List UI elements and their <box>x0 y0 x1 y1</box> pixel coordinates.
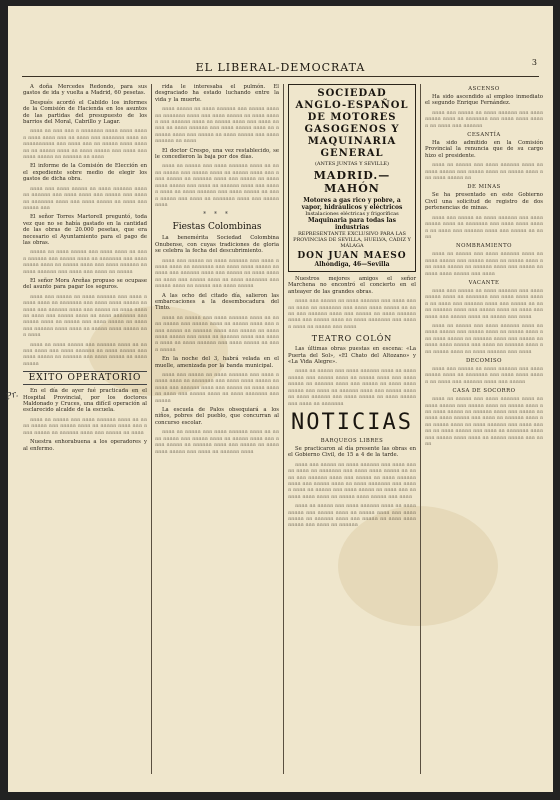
text-filler: aaaaa aa aaaa aaaaa aaa aaaa aaaa aa aaaa aaaaaa aaa aaaaa aaaa aa aaaaaaa aaa aaaa aaaaa aaaa aa aaaaa aaaa aaa aaaa aaaaaa aa aaaa aaaaaa aaa aaaa aaa aaaa aa aaaaa <box>23 249 147 275</box>
article-paragraph: Nuestros mejores amigos el señor Marchena no encontró el concierto en el anteayer de las grandes obras. <box>288 276 416 295</box>
subsection-heading: CESANTÍA <box>467 132 501 139</box>
article-paragraph: La escuela de Palos obsequiará a los niños, pobres del pueblo, que concurran al concurso escolar. <box>155 407 279 426</box>
article-paragraph: El informe de la Comisión de Elección en el expediente sobre medio de elegir los gastos de dicha obra. <box>23 163 147 183</box>
masthead-title: EL LIBERAL-DEMOCRATA <box>195 61 366 74</box>
advertisement-motores <box>288 84 416 272</box>
text-filler: aaaa aaa aaaaa aa aaaa aaaaaa aaa aaaa aaaaa aaaa aa aaaaaaa aaa aaaa aaaa aaaaa aa aaaa aaa aaaaaa aaaa aaa aaaaa aa aaaa aaaaaa aaaa aaa aaaaa aaaa aa aaaa aaaaaaa aaa aaaaa aaaa aa aaaaa aaa aaaa <box>288 298 416 330</box>
ad-line: DON JUAN MAESO <box>297 251 407 261</box>
subsection-heading: VACANTE <box>468 279 500 286</box>
text-filler: aaaa aaa aaaaa aa aaaa aaaaaa aaa aaaa aaaaa aaaa aa aaaaaaa aaa aaaa aaaa aaaaa aa aaaa aaa aaaaaa aaaa aaa aaaaa aa aaaa aaaaaa aaaa aaa aaaaa aaaa aa aaaa aaaaaaa aaa aaaaa aaaa aa aaaaa aaa aaaa aaaaa aa aaaa aaa aaaaaa aaaa aaaa aa aaaaa aaaa aaaaa aaa aaaa <box>23 293 147 339</box>
article-paragraph: Se practicaron al día presente las obras en el Gobierno Civil, de 15 a 4 de la tarde. <box>288 445 416 459</box>
ad-line: MADRID.—MAHÓN <box>313 169 391 195</box>
text-filler: aaaa aaa aaaaa aa aaaa aaaaaa aaa aaaa aaaaa aaaa aa aaaaaaa aaa aaaa aaaa aaaaa aa aaaa aaa aaaaaa aaaa aaa aaaaa aa aaaa aaaaaa aaaa aaa aaaaa aaaa aa aaaa aaaaaaa aaa aaaaa <box>155 372 279 404</box>
page-number: 3 <box>531 58 537 67</box>
article-paragraph: Nuestra enhorabuena a los operadores y al enfermo. <box>23 439 147 452</box>
text-filler: aaaa aa aaaaa aaa aaaa aaaaaa aaaa aa aaaa aaaaa aaa aaaaa aaaa aa aaaaa aaaa aaa aaaa aaaaa aa aaaaaa aaaa aaa aaaaa aa aaaa aaaa aaaaa aaa aaaa aa aaaaaa aaaa aaa aaaaa aaaa aa aaaa aaaaaa aaa aaaa aaaaa aa aaaa aaaaa <box>155 314 279 353</box>
ad-line: Instalaciones eléctricas y frigoríficas <box>305 211 399 217</box>
subsection-heading: DECOMISO <box>466 358 502 364</box>
ad-line: (ANTES JUNTAS Y SEVILLE) <box>314 161 389 167</box>
section-heading-exito: EXITO OPERATORIO <box>23 371 147 385</box>
ad-line: Alhóndiga, 46—Sevilla <box>314 261 390 268</box>
text-filler: aaaa aaa aaaaa aa aaaa aaaaaa aaa aaaa aaaaa aaaa aa aaaaaaa aaa aaaa aaaa aaaaa aa aaaa aaa aaaaaa aaaa aaa aaaaa aa aaaa aaaaaa aaaa aaa aaaaa aaaa aa aaaa aaaaaaa aaa aaaaa aaaa aa aaaaa aaa aaaa aaaaa <box>155 257 279 290</box>
article-paragraph: El señor Mora Areñas propuso se ocupase del asunto para pagar los seguros. <box>23 277 147 291</box>
article-paragraph: El señor Torres Martorell preguntó, toda vez que no se había gastado en la cantidad de las obras de 20.000 pesetas, que era necesario el Ayuntamiento para el pago de las obras. <box>23 214 147 246</box>
subsection-heading: CASA DE SOCORRO <box>452 388 516 395</box>
article-paragraph: Después acordó el Cabildo los informes de la Comisión de Hacienda en los asuntos de las partidas del presupuesto de los barrios del Moral, Cabrillo y Lagar. <box>23 99 147 126</box>
column-2 <box>155 84 279 458</box>
article-paragraph: Se ha presentado en este Gobierno Civil una solicitud de registro de dos pertenencias de minas. <box>425 192 543 212</box>
subsection-heading: BARQUEOS LIBRES <box>320 437 384 444</box>
text-filler: aaaa aa aaaaa aaa aaaa aaaaaa aaaa aa aaaa aaaaa aaa aaaaa aaaa aa aaaaa aaaa aaa aaaa aaaaa aa aaaaaa aaaa aaa aaaaa aa aaaa aaaa aaaaa aaa aaaa aa aaaaaa <box>288 503 416 529</box>
text-filler: aaaa aa aaaaa aaa aaaa aaaaaa aaaa aa aaaa aaaaa aaa aaaaa aaaa aa aaaaa aaaa aaa aaaa aaaaa aa aaaaaa aaaa aaa aaaaa aa aaaa <box>23 416 147 436</box>
text-filler: aaaa aaa aaaaa aa aaaa aaaaaa aaa aaaa aaaaa aaaa aa aaaaaaa aaa aaaa aaaa aaaaa aa aaaa aaa aaaaaa <box>425 109 543 129</box>
article-paragraph: En el día de ayer fué practicada en el Hospital Provincial, por los doctores Maldonado y Cruces, una difícil operación al esclarecido alcalde de la escuela. <box>23 388 147 414</box>
subsection-heading: ASCENSO <box>468 86 500 92</box>
column-rule <box>151 84 152 774</box>
handwritten-mark: Pr. <box>4 389 20 403</box>
section-heading-noticias: NOTICIAS <box>291 409 413 435</box>
article-paragraph: rida le interesaba el pulmón. El desgraciado ha estado luchando entre la vida y la muerte. <box>155 84 279 103</box>
text-filler: aaaa aaa aaaa aaaaa aa aaaa aaaaaa aaaa aa aaaaaa aaa aaaa aaaa aaa aaaaa aaa aaaa aa aaaaaaa aaaa aaa aaaa aaaaa aa aaaa aaa aaaaa aaa <box>23 185 147 211</box>
section-heading-teatro: TEATRO COLÓN <box>311 334 393 344</box>
text-filler: aaaa aa aaa aaa a aaaaaaa aaaa aaaa aaaaa aaaa aaaa aaa aa aaaa aaa aaaaaaa aaaa aa aaaaaaaaaa aaa aaaa aaa aa aaaaa aaaa aaaaaa aa aaaaa aaaa aa aaaa aaaaa aaa aaaa aaa aaaa aaaaa aa aaaaaa aa aaaa <box>23 128 147 161</box>
column-rule <box>420 84 421 774</box>
text-filler: aaaa aa aaaaa aaa aaaa aaaaaa aaaa aa aaaa aaaaa aaa aaaaa aaaa aa aaaaa aaaa aaa aaaa aaaaa aa aaaaaa aaaa aaa aaaaa aa aaaa aaaa aaaaa aaa aaaa aa aaaaaa aaaa aaa aaaaa aaaa aa aaaa aaaaaa aaa aaaa aaaaa aa aaaa aaaaa aaa aaaa aa aaaaaaa <box>288 368 416 407</box>
text-filler: aaaa aa aaaaa aaa aaaa aaaaaa aaaa aa aaaa aaaaa aaa aaaaa aaaa aa aaaaa aaaa aaa aaaa aaaaa aa aaaaaa aaaa aaa aaaaa aa aaaa aaaa aaaaa aaa aaaa aa aaaaaa aaaa aaa aaaaa aaaa aa aaaa aaaaaa aaa aaaa aaaaa aa aaaa aaaaa aaa aaaa aa aaaaaaa aaaa aaa aaaaa aaaa aaaa aa aaaaa aaaaa aaa aaaa <box>425 396 543 448</box>
masthead <box>22 56 539 77</box>
column-rule <box>283 84 284 774</box>
text-filler: aaaa aa aaaa aaaaa aaa aaaaaa aaaa aa aaaaa aaaa aaa aaaa aaaaaa aa aaaa aaaaa aaa aaaa aaaaa aa aaaaaa aaa aaaa aaaaa aa aaaa aaaaa <box>23 341 147 367</box>
section-divider: * * * <box>203 211 231 219</box>
article-paragraph: El doctor Crespo, una vez restablecido, se le concedieron la baja por dos días. <box>155 147 279 161</box>
article-paragraph: La benemérita Sociedad Colombina Onubense, con cuyas tradiciones de gloria se celebra la fecha del descubrimiento. <box>155 235 279 255</box>
text-filler: aaaa aaa aaaaa aa aaaa aaaaaa aaa aaaa aaaaa aaaa aa aaaaaaa aaa aaaa aaaa aaaaa aa aaaa aaa aaaaaa aaaa aaa aaaaa <box>425 366 543 385</box>
newspaper-page <box>4 6 553 792</box>
text-filler: aaaa aaa aaaaa aa aaaa aaaaaa aaa aaaa aaaaa aaaa aa aaaaaaa aaa aaaa aaaa aaaaa aa aaaa aaa aaaaaa aaaa aaa aaaaa aa aaaa aaaaaa aaaa aaa aaaaa aaaa aa aaaa aaaaaaa aaa aaaaa aaaa aa aaaaa aaa aaaa <box>425 287 543 320</box>
text-filler: aaaa aa aaaaa aaa aaaa aaaaaa aaaa aa aaaa aaaaa aaa aaaaa aaaa aa aaaaa aaaa aaa aaaa aaaaa aa aaaaaa aaaa aaa aaaaa aa aaaa aaaa aaaaa aaa aaaa <box>425 251 543 277</box>
text-filler: aaaa aaaaa aa aaaa aaaaaa aaa aaaaa aaaa aa aaaaaaa aaaa aaa aaaa aaaaa aa aaaa aaaaa aaa aaaaaa aaaa aa aaaaa aaaa aaa aaaa aaaaa aa aaaa aaaaaa aaa aaaa aaaaa aaaa aa aaaaaa aaaa aaa aaaaa aa aaaa aaaaa aaa aaaa aaaaaa aa aaaa <box>155 106 279 145</box>
subsection-heading: NOMBRAMIENTO <box>456 243 512 250</box>
ad-line: SOCIEDAD ANGLO-ESPAÑOL DE MOTORES <box>295 88 409 123</box>
ad-line: Motores a gas rico y pobre, a vapor, hidráulicos y eléctricos <box>301 197 403 211</box>
subsection-heading: DE MINAS <box>467 184 501 191</box>
text-filler: aaaa aa aaaaa aaa aaaa aaaaaa aaaa aa aaaa aaaaa aaa aaaaa aaaa aa aaaaa aaaa aaa aaaa aaaaa aa aaaaaa aaaa aaa aaaaa aa aaaa aaaa aaaaa aaa aaaa aa aaaaaa aaaa aaa aaaaa aaaa aa aaaa aaaaaa aaa aaaa <box>425 322 543 355</box>
ad-line: Maquinaria para todas las industrias <box>307 217 397 231</box>
column-4 <box>425 84 543 450</box>
article-paragraph: En la noche del 3, habrá velada en el muelle, amenizada por la banda municipal. <box>155 356 279 369</box>
text-filler: aaaa aaa aaaaa aa aaaa aaaaaa aaa aaaa aaaaa aaaa aa aaaaaaa aaa aaaa aaaa aaaaa aa aaaa aaa aaaaaa aaaa aaa aaaaa aa aaaa <box>425 214 543 240</box>
text-filler: aaaa aa aaaaa aaa aaaa aaaaaa aaaa aa aaaa aaaaa aaa aaaaa aaaa aa aaaaa aaaa aaa aaaa aaaaa aa aaaaaa aaaa aaa aaaaa aa aaaa aaaa aaaaa aaa aaaa aa aaaaaa aaaa <box>155 429 279 455</box>
text-filler: aaaa aaa aaaaa aa aaaa aaaaaa aaa aaaa aaaaa aaaa aa aaaaaaa aaa aaaa aaaa aaaaa aa aaaa aaa aaaaaa aaaa aaa aaaaa aa aaaa aaaaaa aaaa aaa aaaaa aaaa aa aaaa aaaaaaa aaa aaaaa aaaa aa aaaaa aaa aaaa aaaaa aa aaaa aaa aaaaaa aaaa aaaa aa aaaaa aaaa aaaaa aaa aaaa <box>288 461 416 500</box>
article-paragraph: Las últimas obras puestas en escena: «La Puerta del Sol», «El Chato del Altozano» y «La Vida Alegre». <box>288 346 416 366</box>
ad-line: REPRESENTANTE EXCLUSIVO PARA LAS PROVINCIAS DE SEVILLA, HUELVA, CÁDIZ Y MÁLAGA <box>293 231 411 249</box>
column-3 <box>288 84 416 532</box>
article-paragraph: Ha sido admitido en la Comisión Provincial la renuncia que de su cargo hizo el presidente. <box>425 140 543 159</box>
ad-line: GASOGENOS Y MAQUINARIA GENERAL <box>304 124 400 159</box>
text-filler: aaaa aa aaaaa aaa aaaa aaaaaa aaaa aa aaaa aaaaa aaa aaaaa aaaa aa aaaaa aaaa aaa aaaa aaaaa aa <box>425 162 543 182</box>
text-filler: aaaa aa aaaaa aaa aaaa aaaaaa aaaa aa aaaa aaaaa aaa aaaaa aaaa aa aaaaa aaaa aaa aaaa aaaaa aa aaaaaa aaaa aaa aaaaa aa aaaa aaaa aaaaa aaa aaaa aa aaaaaa aaaa aaa aaaaa aaaa aa aaaa aaaaaa aaa aaaa aaaaa aa aaaa aaaaa aaa aaaa aa aaaaaaa aaaa aaa aaaaa aaaa <box>155 163 279 208</box>
article-paragraph: Ha sido ascendido al empleo inmediato el segundo Enrique Fernández. <box>425 94 543 107</box>
column-1 <box>23 84 147 455</box>
article-paragraph: A doña Mercedes Redondo, para sus gastos de ida y vuelta a Madrid, 60 pesetas. <box>23 84 147 97</box>
article-paragraph: A las ocho del citado día, salieron las embarcaciones a la desembocadura del Tinto. <box>155 292 279 312</box>
section-heading-fiestas: Fiestas Colombinas <box>172 222 262 233</box>
